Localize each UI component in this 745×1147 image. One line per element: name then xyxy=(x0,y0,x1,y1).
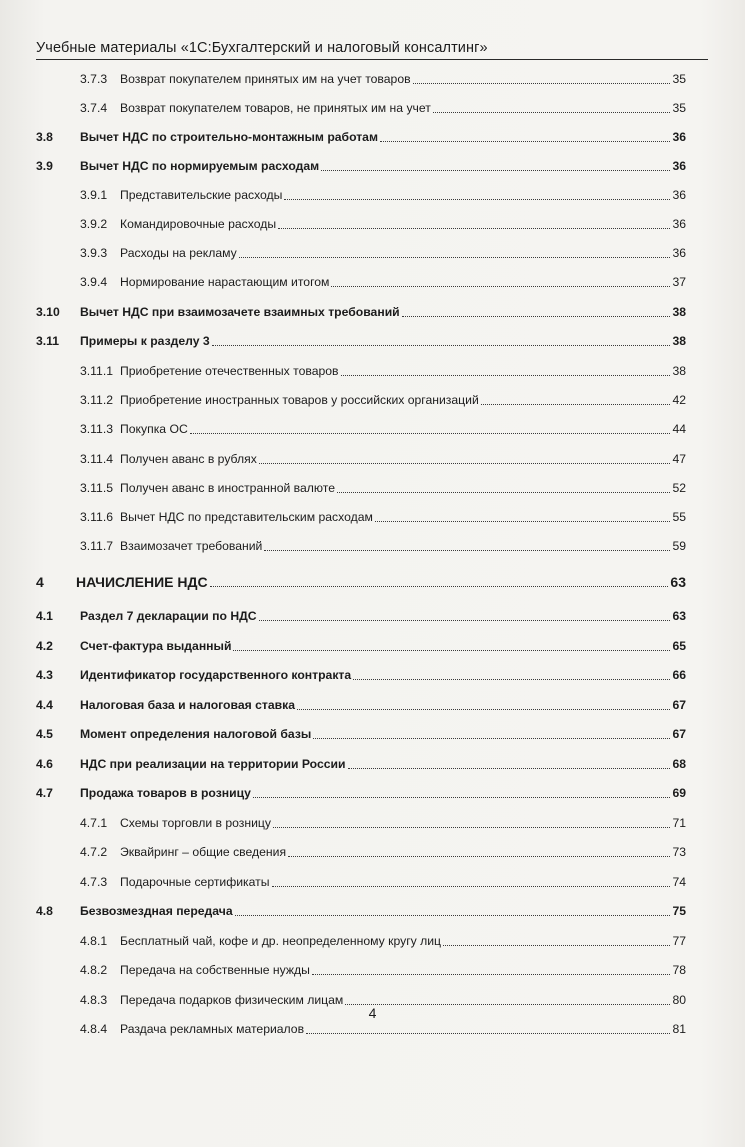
toc-entry xyxy=(36,637,686,655)
toc-entry xyxy=(36,814,686,832)
toc-entry xyxy=(36,696,686,714)
toc-entry-number: 3.9.1 xyxy=(80,188,108,202)
toc-entry-title: Безвозмездная передача xyxy=(80,904,233,918)
toc-entry xyxy=(36,1020,686,1038)
toc-entry xyxy=(36,932,686,950)
toc-entry xyxy=(36,873,686,891)
dot-leader xyxy=(481,403,670,405)
toc-entry-title: Эквайринг – общие сведения xyxy=(120,845,287,859)
toc-entry-number: 3.9.3 xyxy=(80,246,108,260)
toc-entry-page: 77 xyxy=(672,934,686,948)
toc-entry xyxy=(36,725,686,743)
dot-leader xyxy=(375,520,670,522)
toc-entry-page: 67 xyxy=(672,727,686,741)
dot-leader xyxy=(288,855,670,857)
toc-entry-page: 35 xyxy=(672,101,686,115)
dot-leader xyxy=(433,111,670,113)
page-number: 4 xyxy=(368,1005,377,1021)
toc-entry-number: 3.11.2 xyxy=(80,393,113,407)
toc-entry xyxy=(36,573,686,591)
toc-entry-title: Передача на собственные нужды xyxy=(120,963,310,977)
toc-entry-page: 38 xyxy=(672,334,686,348)
toc-entry xyxy=(36,902,686,920)
dot-leader xyxy=(253,796,670,798)
toc-entry-number: 3.11.5 xyxy=(80,481,113,495)
dot-leader xyxy=(259,462,670,464)
toc-entry xyxy=(36,99,686,117)
toc-entry xyxy=(36,537,686,555)
toc-entry-number: 4.8.4 xyxy=(80,1022,108,1036)
toc-entry-title: Идентификатор государственного контракта xyxy=(80,668,352,682)
dot-leader xyxy=(297,708,670,710)
toc-entry xyxy=(36,273,686,291)
toc-entry-title: Вычет НДС по нормируемым расходам xyxy=(80,159,320,173)
toc-entry-number: 4.6 xyxy=(36,757,53,771)
toc-entry xyxy=(36,961,686,979)
toc-entry-number: 4.3 xyxy=(36,668,53,682)
toc-entry-page: 35 xyxy=(672,72,686,86)
dot-leader xyxy=(312,973,670,975)
toc-entry xyxy=(36,128,686,146)
dot-leader xyxy=(443,944,670,946)
toc-entry-number: 3.11.3 xyxy=(80,422,113,436)
toc-entry-page: 37 xyxy=(672,275,686,289)
toc-entry xyxy=(36,755,686,773)
toc-entry xyxy=(36,843,686,861)
toc-entry-number: 3.11.6 xyxy=(80,510,113,524)
toc-entry-number: 3.9.2 xyxy=(80,217,108,231)
toc-entry-number: 3.9 xyxy=(36,159,53,173)
toc-entry-title: Налоговая база и налоговая ставка xyxy=(80,698,295,712)
toc-entry-page: 36 xyxy=(672,159,686,173)
toc-entry-title: Расходы на рекламу xyxy=(120,246,237,260)
toc-entry xyxy=(36,244,686,262)
toc-entry-page: 52 xyxy=(672,481,686,495)
toc-entry xyxy=(36,450,686,468)
toc-entry-page: 73 xyxy=(672,845,686,859)
toc-entry-number: 4.8.1 xyxy=(80,934,108,948)
toc-entry-title: Получен аванс в рублях xyxy=(120,452,257,466)
toc-entry xyxy=(36,784,686,802)
toc-entry-page: 36 xyxy=(672,217,686,231)
dot-leader xyxy=(259,619,670,621)
toc-entry-title: Счет-фактура выданный xyxy=(80,639,232,653)
toc-entry-page: 44 xyxy=(672,422,686,436)
toc-entry-title: Вычет НДС по строительно-монтажным работам xyxy=(80,130,378,144)
toc-entry xyxy=(36,479,686,497)
toc-entry-page: 59 xyxy=(672,539,686,553)
dot-leader xyxy=(337,491,670,493)
toc-entry-number: 4.8 xyxy=(36,904,53,918)
toc-entry-page: 63 xyxy=(672,609,686,623)
dot-leader xyxy=(212,344,670,346)
dot-leader xyxy=(273,826,670,828)
toc-entry-title: Вычет НДС по представительским расходам xyxy=(120,510,373,524)
toc-entry-number: 4.7.2 xyxy=(80,845,108,859)
toc-entry xyxy=(36,391,686,409)
toc-entry-title: НДС при реализации на территории России xyxy=(80,757,346,771)
toc-entry-number: 4.7 xyxy=(36,786,53,800)
toc-entry-number: 3.7.3 xyxy=(80,72,108,86)
toc-entry xyxy=(36,186,686,204)
toc-entry-title: Возврат покупателем принятых им на учет товаров xyxy=(120,72,411,86)
toc-entry-number: 3.10 xyxy=(36,305,60,319)
dot-leader xyxy=(235,914,670,916)
toc-entry xyxy=(36,666,686,684)
toc-entry-title: Нормирование нарастающим итогом xyxy=(120,275,330,289)
dot-leader xyxy=(239,256,670,258)
toc-entry-number: 3.7.4 xyxy=(80,101,108,115)
toc-entry-number: 3.11.4 xyxy=(80,452,113,466)
toc-entry-number: 4.5 xyxy=(36,727,53,741)
toc-entry-title: Схемы торговли в розницу xyxy=(120,816,271,830)
running-header: Учебные материалы «1С:Бухгалтерский и налоговый консалтинг» xyxy=(36,40,708,60)
toc-entry-number: 4.8.2 xyxy=(80,963,108,977)
toc-entry-page: 71 xyxy=(672,816,686,830)
toc-entry-page: 42 xyxy=(672,393,686,407)
dot-leader xyxy=(210,585,669,587)
toc-entry-title: Момент определения налоговой базы xyxy=(80,727,312,741)
toc-entry-page: 47 xyxy=(672,452,686,466)
toc-entry-page: 66 xyxy=(672,668,686,682)
toc-entry-title: Покупка ОС xyxy=(120,422,188,436)
dot-leader xyxy=(341,374,671,376)
toc-entry-title: Раздел 7 декларации по НДС xyxy=(80,609,257,623)
toc-entry-number: 4.2 xyxy=(36,639,53,653)
toc-entry-number: 3.11.7 xyxy=(80,539,113,553)
toc-entry-page: 36 xyxy=(672,188,686,202)
toc-entry-page: 74 xyxy=(672,875,686,889)
toc-entry-title: Продажа товаров в розницу xyxy=(80,786,251,800)
toc-entry-number: 4.7.3 xyxy=(80,875,108,889)
toc-entry-title: НАЧИСЛЕНИЕ НДС xyxy=(76,574,208,590)
toc-entry-number: 3.11.1 xyxy=(80,364,113,378)
toc-entry-title: Подарочные сертификаты xyxy=(120,875,270,889)
toc-entry-number: 3.8 xyxy=(36,130,53,144)
dot-leader xyxy=(272,885,670,887)
dot-leader xyxy=(402,315,670,317)
toc-entry-title: Получен аванс в иностранной валюте xyxy=(120,481,335,495)
dot-leader xyxy=(313,737,670,739)
toc-entry-page: 38 xyxy=(672,305,686,319)
dot-leader xyxy=(353,678,670,680)
toc-entry-title: Бесплатный чай, кофе и др. неопределенному кругу лиц xyxy=(120,934,442,948)
toc-entry-number: 4.4 xyxy=(36,698,53,712)
toc-entry-number: 4 xyxy=(36,574,44,590)
toc-entry-number: 4.7.1 xyxy=(80,816,108,830)
dot-leader xyxy=(190,432,670,434)
toc-entry-number: 4.8.3 xyxy=(80,993,108,1007)
dot-leader xyxy=(331,285,670,287)
dot-leader xyxy=(413,82,670,84)
dot-leader xyxy=(306,1032,670,1034)
toc-entry-title: Вычет НДС при взаимозачете взаимных требований xyxy=(80,305,400,319)
dot-leader xyxy=(264,549,670,551)
dot-leader xyxy=(348,767,671,769)
toc-entry xyxy=(36,420,686,438)
toc-entry-title: Передача подарков физическим лицам xyxy=(120,993,344,1007)
toc-entry-number: 4.1 xyxy=(36,609,53,623)
toc-entry-page: 75 xyxy=(672,904,686,918)
toc-entry-page: 80 xyxy=(672,993,686,1007)
dot-leader xyxy=(278,227,670,229)
toc-entry-title: Представительские расходы xyxy=(120,188,283,202)
toc-entry-page: 69 xyxy=(672,786,686,800)
toc-entry-title: Раздача рекламных материалов xyxy=(120,1022,305,1036)
dot-leader xyxy=(284,198,670,200)
toc-entry-number: 3.11 xyxy=(36,334,60,348)
toc-entry xyxy=(36,303,686,321)
toc-entry-page: 67 xyxy=(672,698,686,712)
toc-entry-page: 36 xyxy=(672,130,686,144)
toc-entry xyxy=(36,362,686,380)
toc-entry xyxy=(36,508,686,526)
toc-entry xyxy=(36,157,686,175)
toc-entry-page: 65 xyxy=(672,639,686,653)
toc-entry-title: Возврат покупателем товаров, не принятых им на учет xyxy=(120,101,431,115)
toc-entry-page: 78 xyxy=(672,963,686,977)
dot-leader xyxy=(321,169,670,171)
toc-entry-page: 36 xyxy=(672,246,686,260)
toc-entry-page: 55 xyxy=(672,510,686,524)
toc-entry-number: 3.9.4 xyxy=(80,275,108,289)
toc-entry-title: Взаимозачет требований xyxy=(120,539,263,553)
toc-entry-title: Приобретение иностранных товаров у российских организаций xyxy=(120,393,479,407)
toc-entry-title: Командировочные расходы xyxy=(120,217,277,231)
toc-entry xyxy=(36,70,686,88)
toc-entry xyxy=(36,607,686,625)
toc-entry xyxy=(36,332,686,350)
dot-leader xyxy=(233,649,670,651)
toc-entry-page: 38 xyxy=(672,364,686,378)
toc-entry-page: 81 xyxy=(672,1022,686,1036)
toc-entry-page: 68 xyxy=(672,757,686,771)
toc-entry xyxy=(36,215,686,233)
toc-entry-title: Примеры к разделу 3 xyxy=(80,334,210,348)
toc-entry-page: 63 xyxy=(670,574,686,590)
toc-entry-title: Приобретение отечественных товаров xyxy=(120,364,339,378)
dot-leader xyxy=(380,140,670,142)
